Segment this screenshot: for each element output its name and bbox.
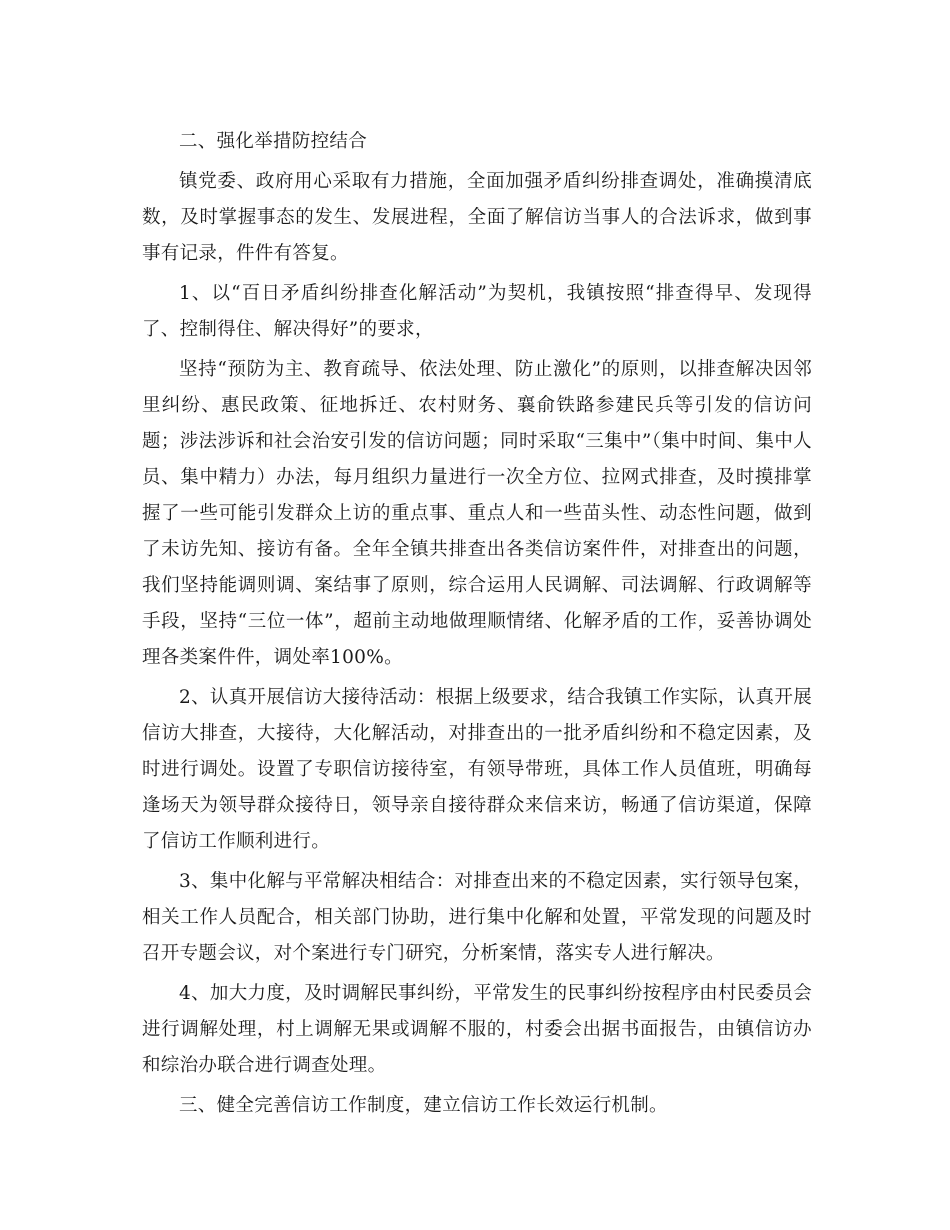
document-body — [142, 124, 812, 1128]
paragraph-item-4: 4、加大力度，及时调解民事纠纷，平常发生的民事纠纷按程序由村民委员会进行调解处理，村上调解无果或调解不服的，村委会出据书面报告，由镇信访办和综治办联合进行调查处理。 — [142, 983, 812, 1076]
paragraph-intro: 镇党委、政府用心采取有力措施，全面加强矛盾纠纷排查调处，准确摸清底数，及时掌握事态的发生、发展进程，全面了解信访当事人的合法诉求，做到事事有记录，件件有答复。 — [142, 171, 812, 264]
section-heading-3: 三、健全完善信访工作制度，建立信访工作长效运行机制。 — [179, 1095, 668, 1116]
paragraph-item-2: 2、认真开展信访大接待活动：根据上级要求，结合我镇工作实际，认真开展信访大排查，大接待，大化解活动，对排查出的一批矛盾纠纷和不稳定因素，及时进行调处。设置了专职信访接待室，有领导带班，具体工作人员值班，明确每逢场天为领导群众接待日，领导亲自接待群众来信来访，畅通了信访渠道，保障了信访工作顺利进行。 — [142, 687, 812, 852]
paragraph-item-1: 1、以“百日矛盾纠纷排查化解活动”为契机，我镇按照“排查得早、发现得了、控制得住、解决得好”的要求， — [142, 283, 812, 340]
section-heading-2: 二、强化举措防控结合 — [179, 131, 368, 152]
paragraph-item-3: 3、集中化解与平常解决相结合：对排查出来的不稳定因素，实行领导包案，相关工作人员配合，相关部门协助，进行集中化解和处置，平常发现的问题及时召开专题会议，对个案进行专门研究，分析案情，落实专人进行解决。 — [142, 871, 812, 964]
paragraph-item-1-continued: 坚持“预防为主、教育疏导、依法处理、防止激化”的原则，以排查解决因邻里纠纷、惠民政策、征地拆迁、农村财务、襄俞铁路参建民兵等引发的信访问题；涉法涉诉和社会治安引发的信访问题；同时采取“三集中”（集中时间、集中人员、集中精力）办法，每月组织力量进行一次全方位、拉网式排查，及时摸排掌握了一些可能引发群众上访的重点事、重点人和一些苗头性、动态性问题，做到了未访先知、接访有备。全年全镇共排查出各类信访案件件，对排查出的问题，我们坚持能调则调、案结事了原则，综合运用人民调解、司法调解、行政调解等手段，坚持“三位一体”，超前主动地做理顺情绪、化解矛盾的工作，妥善协调处理各类案件件，调处率100%。 — [142, 359, 812, 668]
